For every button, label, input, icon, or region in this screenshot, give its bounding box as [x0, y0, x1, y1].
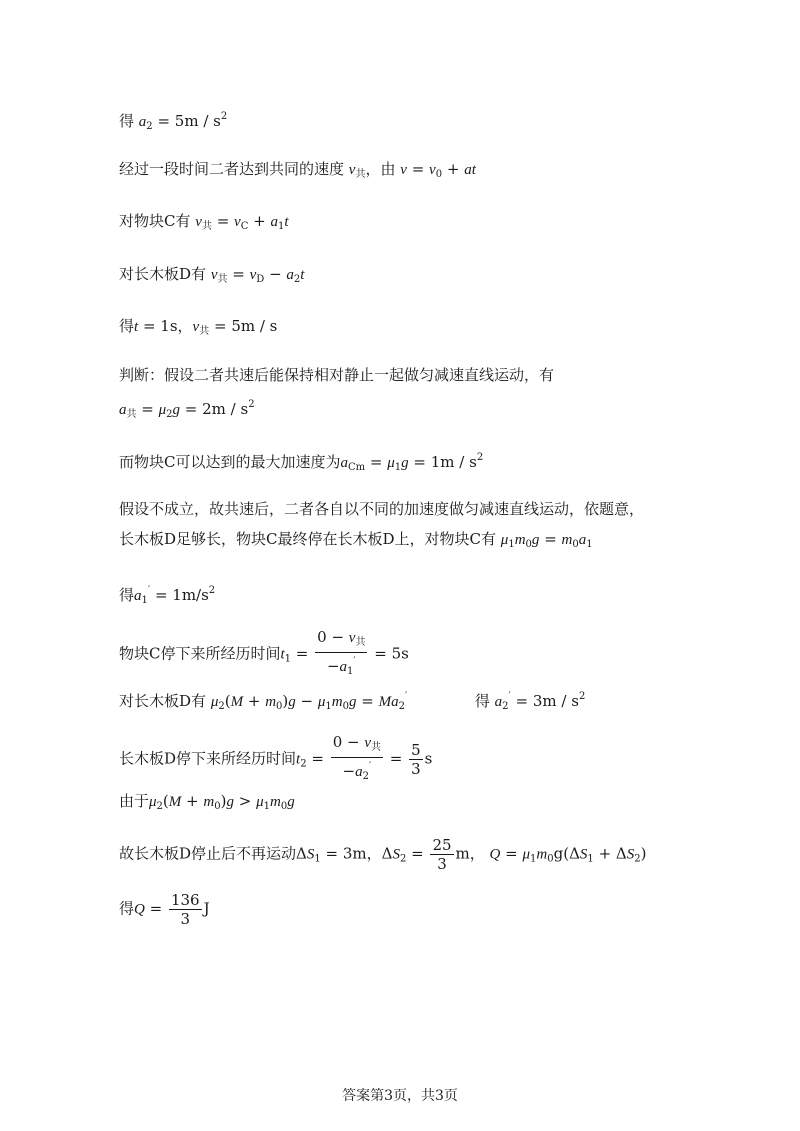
result-a1-prime: 得$a_1' = 1m/s^2$: [119, 585, 216, 606]
page-footer: 答案第3页，共3页: [342, 1088, 458, 1104]
text-l2b: ，由: [365, 160, 396, 178]
result-q: 得Q = $\frac{136}{3}$ J: [119, 891, 210, 928]
displacement-line: 故长木板D停止后不再运动$\Delta S_1 = 3m$，$\Delta S_2$ = $\frac{25}{3}$ m， $Q = \mu_1m_0g(\Delta S_1 + \Delta S_2)$: [119, 836, 647, 873]
a-gong-eq: $a_共 = \mu_2g = 2m / s^2$: [119, 399, 255, 420]
eq-a2: 得 $a_2 = 5m / s^2$: [119, 111, 228, 132]
t1-line: 物块C停下来所经历时间$t_1$ = $\frac{0 - v_共}{-a_1'}$ = 5s: [119, 628, 409, 677]
board-long-line: 长木板D足够长，物块C最终停在长木板D上，对物块C有 $\mu_1m_0g = m_0a_1$: [119, 530, 593, 550]
text-l10: 长木板D足够长，物块C最终停在长木板D上，对物块C有: [119, 530, 497, 548]
text-l17: 得: [119, 899, 135, 918]
text-l4: 对长木板D有: [119, 265, 207, 283]
max-accel-line: 而物块C可以达到的最大加速度为$a_{Cm} = \mu_1g = 1m / s^2$: [119, 452, 484, 473]
assumption-text: 假设不成立，故共速后，二者各自以不同的加速度做匀减速直线运动，依题意，: [119, 500, 645, 518]
text-l16: 故长木板D停止后不再运动: [119, 844, 297, 863]
board-d-second-eq: 对长木板D有 $\mu_2(M + m_0)g - \mu_1m_0g = Ma_2'$ 得 $a_2' = 3m / s^2$: [119, 691, 586, 712]
text-l11: 得: [119, 586, 135, 604]
block-c-eq: 对物块C有 $v_共 = v_C + a_1t$: [119, 212, 289, 232]
text-l3: 对物块C有: [119, 212, 191, 230]
text-l14: 长木板D停下来所经历时间: [119, 749, 297, 768]
inequality-line: 由于$\mu_2(M + m_0)g > \mu_1m_0g$: [119, 792, 295, 812]
text-l13b: 得: [474, 692, 490, 710]
board-d-eq: 对长木板D有 $v_共 = v_D - a_2t$: [119, 265, 305, 285]
text-l13: 对长木板D有: [119, 692, 207, 710]
text-l2a: 经过一段时间二者达到共同的速度: [119, 160, 345, 178]
common-velocity-line: 经过一段时间二者达到共同的速度 $v_共$，由 $v = v_0$ + at: [119, 160, 476, 180]
text-l15: 由于: [119, 792, 150, 810]
result-t: 得t = 1s，$v_共 = 5m / s$: [119, 317, 278, 337]
judgement-text: 判断：假设二者共速后能保持相对静止一起做匀减速直线运动，有: [119, 366, 555, 384]
t2-line: 长木板D停下来所经历时间$t_2$ = $\frac{0 - v_共}{-a_2'}$ = $\frac{5}{3}$ s: [119, 733, 433, 782]
text-l12: 物块C停下来所经历时间: [119, 644, 281, 663]
text-l8: 而物块C可以达到的最大加速度为: [119, 453, 341, 471]
text-l5: 得: [119, 317, 135, 335]
